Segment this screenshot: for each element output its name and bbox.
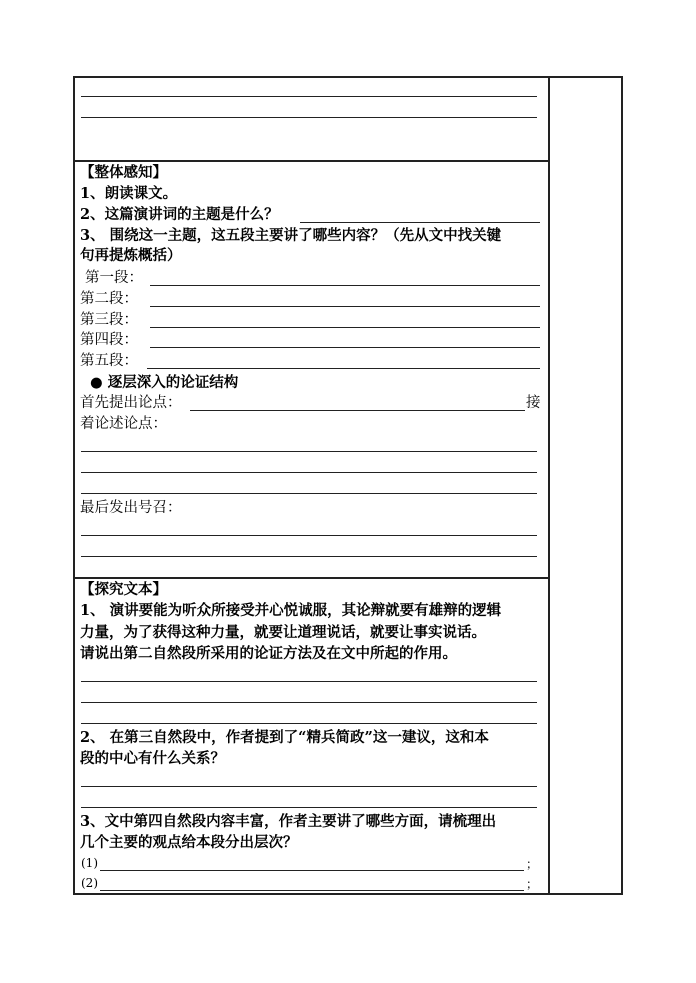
answer-line[interactable] [81,117,537,118]
explore-question-2-line1: 2、 在第三自然段中，作者提到了“精兵简政”这一建议，这和本 [80,729,489,746]
paragraph-2-line[interactable] [150,306,540,307]
table-left-border [73,76,75,895]
answer-line[interactable] [81,786,537,787]
first-argument-label: 首先提出论点： [80,395,182,411]
item-1-line[interactable] [100,870,524,871]
paragraph-1-line[interactable] [150,285,540,286]
explore-question-1-line2: 力量，为了获得这种力量，就要让道理说话，就要让事实说话。 [80,624,486,641]
table-right-border [621,76,623,895]
last-call-label: 最后发出号召： [80,500,182,516]
table-bottom-border [73,893,623,895]
item-1-semicolon: ； [526,857,539,871]
answer-line[interactable] [81,681,537,682]
item-2-label: (2) [81,876,98,890]
row-divider-2 [73,577,550,579]
overview-question-3-line1: 3、 围绕这一主题，这五段主要讲了哪些内容？（先从文中找关键 [80,227,502,244]
structure-title: ● 逐层深入的论证结构 [90,374,239,391]
explore-question-1-line3: 请说出第二自然段所采用的论证方法及在文中所起的作用。 [80,645,457,662]
item-2-line[interactable] [100,890,524,891]
paragraph-3-label: 第三段： [80,312,138,328]
answer-line[interactable] [81,723,537,724]
paragraph-1-label: 第一段： [85,270,143,286]
item-1-label: (1) [81,856,98,870]
answer-line[interactable] [81,493,537,494]
theme-answer-line[interactable] [300,222,540,223]
paragraph-2-label: 第二段： [80,291,138,307]
overview-question-3-line2: 句再提炼概括） [80,247,182,264]
answer-line[interactable] [81,96,537,97]
table-column-divider [548,76,550,895]
paragraph-4-line[interactable] [150,347,540,348]
table-top-border [73,76,623,78]
paragraph-3-line[interactable] [150,327,540,328]
first-argument-line[interactable] [190,410,525,411]
next-argument-label: 着论述论点： [80,416,167,432]
item-2-semicolon: ； [526,877,539,891]
explore-question-3-line1: 3、文中第四自然段内容丰富，作者主要讲了哪些方面，请梳理出 [80,813,497,830]
answer-line[interactable] [81,807,537,808]
explore-question-3-line2: 几个主要的观点给本段分出层次？ [80,834,298,851]
overview-question-2: 2、这篇演讲词的主题是什么？ [80,206,279,223]
paragraph-5-line[interactable] [147,368,540,369]
paragraph-5-label: 第五段： [80,353,138,369]
answer-line[interactable] [81,702,537,703]
next-char: 接 [526,395,541,411]
explore-question-2-line2: 段的中心有什么关系？ [80,750,225,767]
row-divider-1 [73,160,550,162]
answer-line[interactable] [81,535,537,536]
answer-line[interactable] [81,451,537,452]
explore-header: 【探究文本】 [80,581,167,598]
explore-question-1-line1: 1、 演讲要能为听众所接受并心悦诚服，其论辩就要有雄辩的逻辑 [80,602,502,619]
overview-header: 【整体感知】 [80,164,167,181]
answer-line[interactable] [81,472,537,473]
paragraph-4-label: 第四段： [80,332,138,348]
answer-line[interactable] [81,556,537,557]
overview-question-1: 1、朗读课文。 [80,185,178,202]
